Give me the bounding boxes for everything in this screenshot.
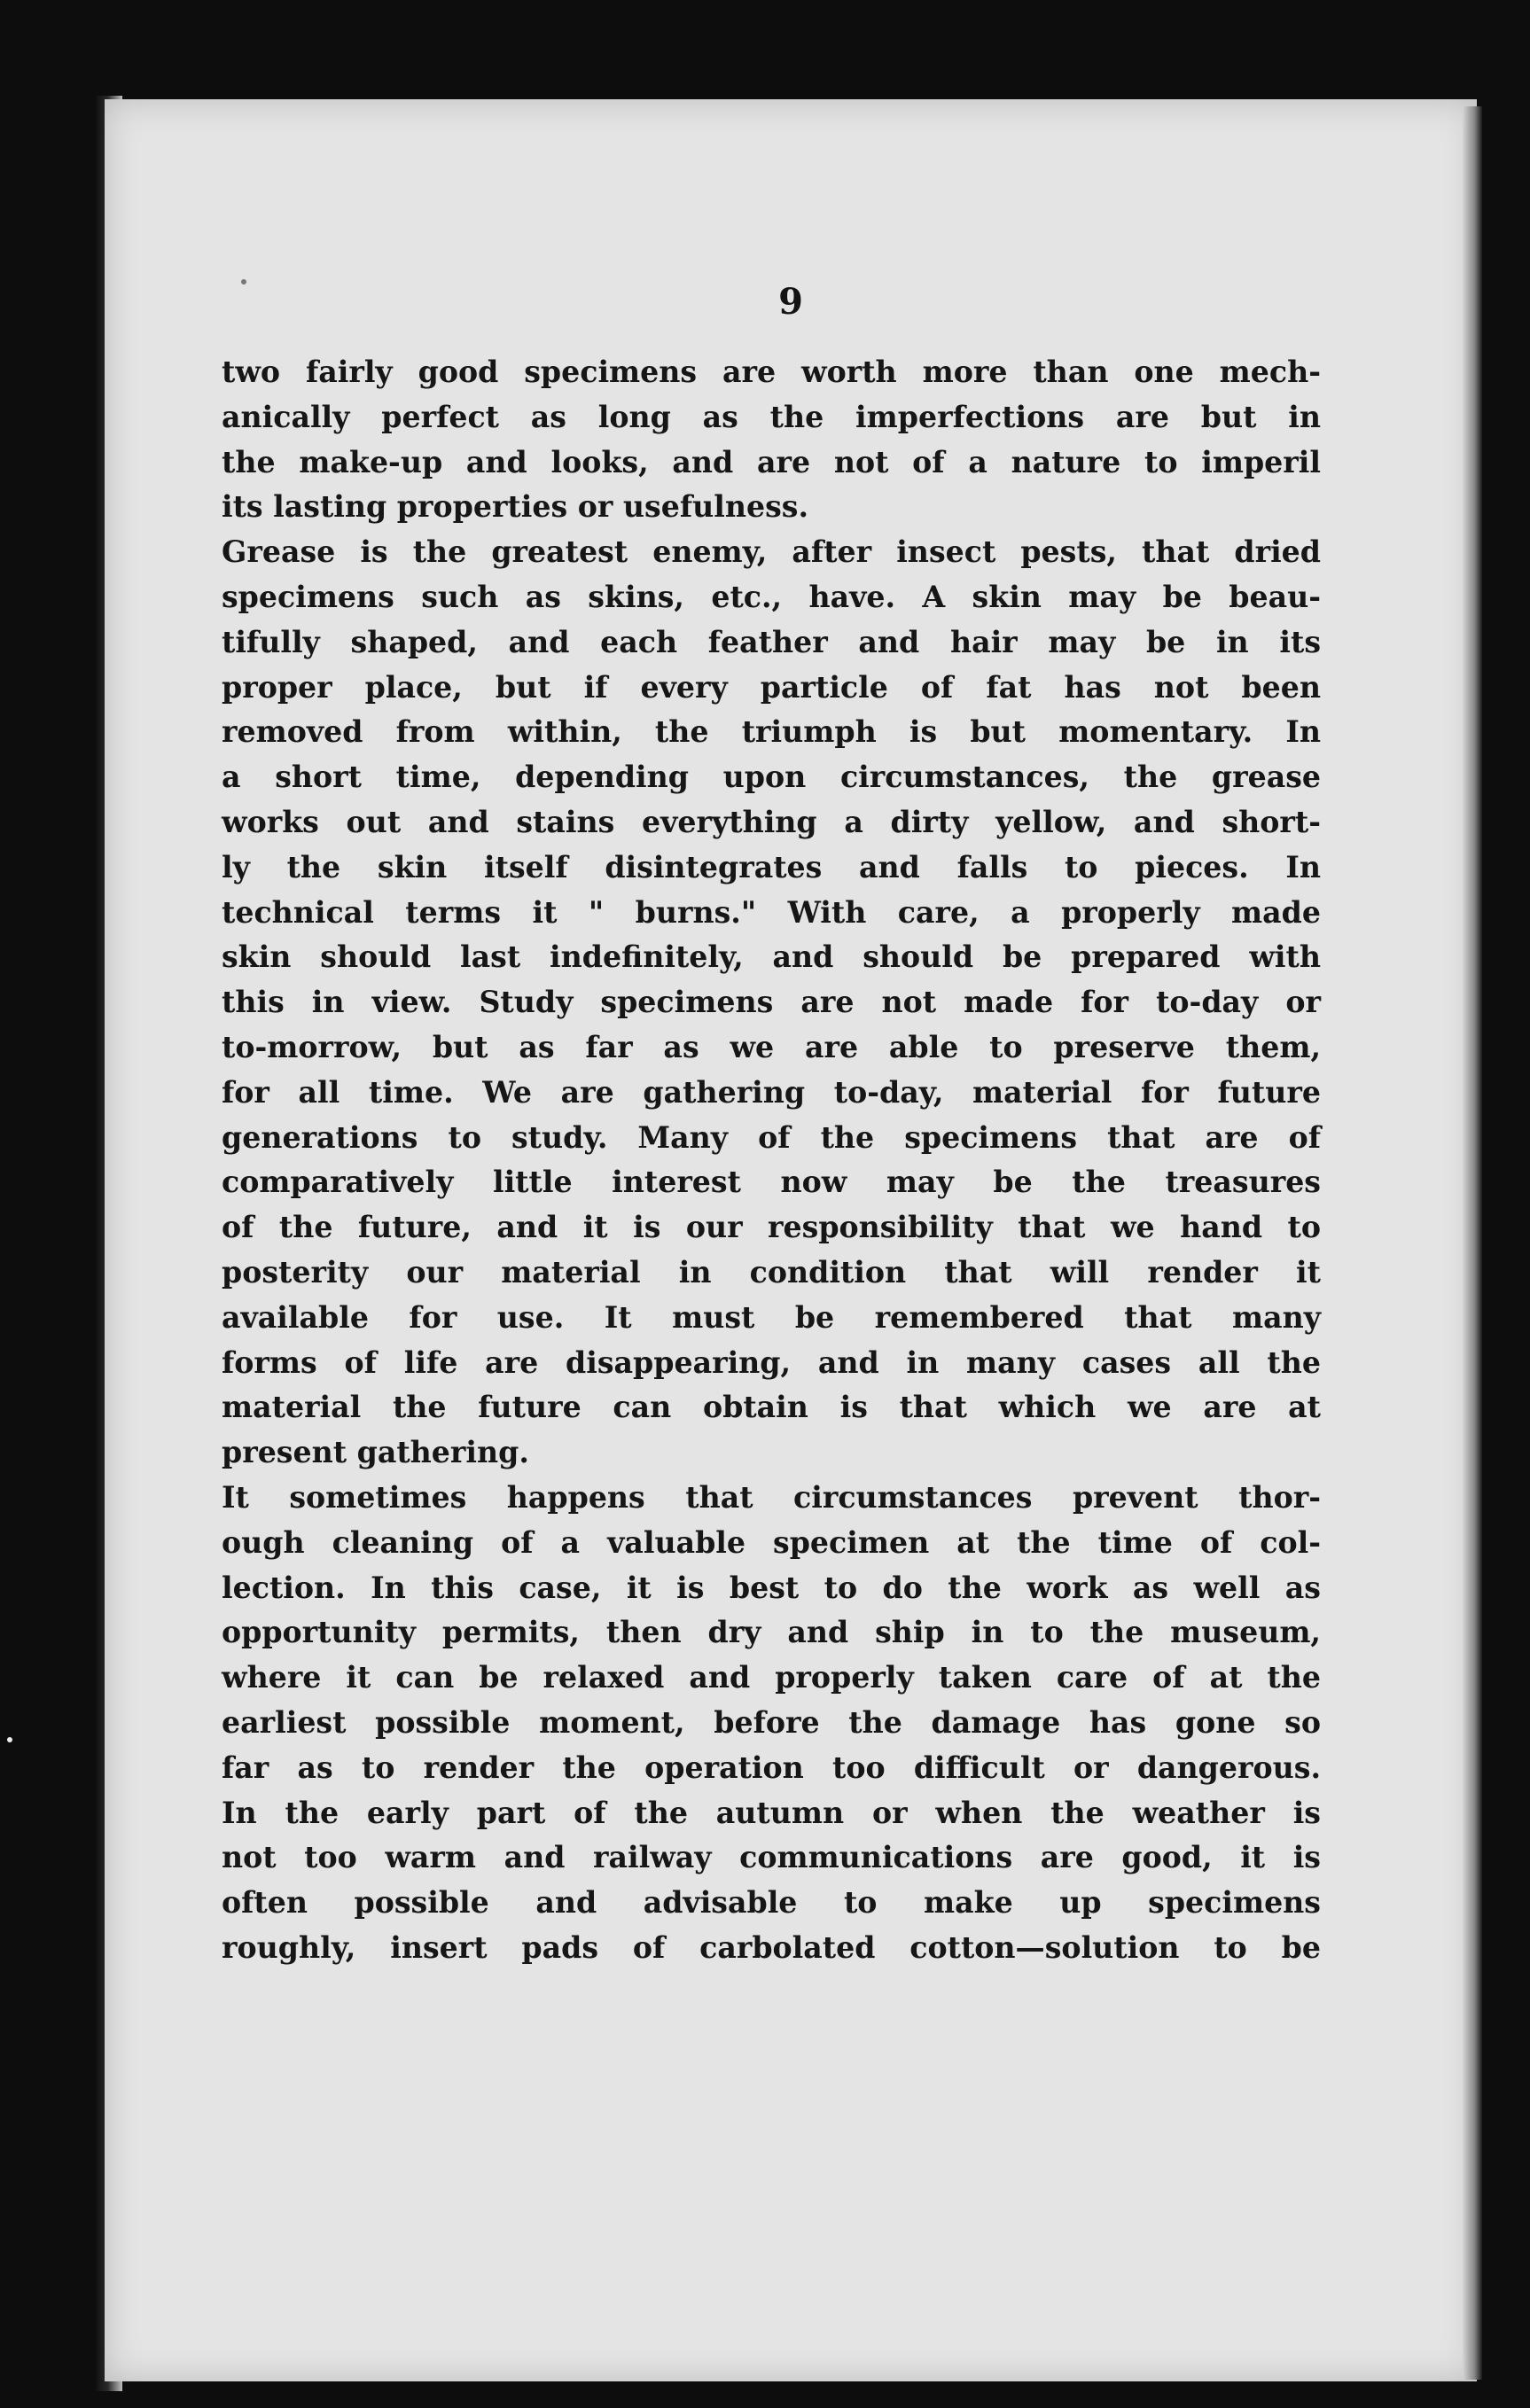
text-line: forms of life are disappearing, and in many cases all the	[222, 1344, 1321, 1380]
text-line: its lasting properties or usefulness.	[222, 489, 808, 525]
text-line: posterity our material in condition that will render it	[222, 1254, 1321, 1290]
text-line: In the early part of the autumn or when the weather is	[222, 1795, 1321, 1830]
text-line: two fairly good specimens are worth more than one mech-	[222, 355, 1321, 389]
text-line: tifully shaped, and each feather and hair may be in its	[222, 624, 1321, 659]
text-line: generations to study. Many of the specimens that are of	[222, 1119, 1321, 1155]
text-line: a short time, depending upon circumstances, the grease	[222, 760, 1321, 795]
text-line: removed from within, the triumph is but momentary. In	[222, 714, 1321, 750]
text-line: not too warm and railway communications are good, it is	[222, 1840, 1321, 1875]
text-line: earliest possible moment, before the damage has gone so	[222, 1704, 1321, 1740]
text-line: this in view. Study specimens are not made for to-day or	[222, 985, 1321, 1020]
paragraph-start-line: Grease is the greatest enemy, after insect pests, that dried	[222, 534, 1321, 570]
text-line: present gathering.	[222, 1435, 529, 1470]
text-line: ly the skin itself disintegrates and falls to pieces. In	[222, 849, 1321, 884]
text-line: the make-up and looks, and are not of a nature to imperil	[222, 444, 1321, 479]
text-line: specimens such as skins, etc., have. A skin may be beau-	[222, 579, 1321, 614]
text-line: roughly, insert pads of carbolated cotton—solution to be	[222, 1929, 1321, 1965]
paper-speck	[241, 279, 246, 284]
text-line: of the future, and it is our responsibility that we hand to	[222, 1210, 1321, 1245]
text-line: where it can be relaxed and properly taken care of at the	[222, 1660, 1321, 1695]
text-line: for all time. We are gathering to-day, material for future	[222, 1074, 1321, 1110]
text-line: technical terms it " burns." With care, a properly made	[222, 894, 1321, 930]
text-line: proper place, but if every particle of fat has not been	[222, 669, 1321, 705]
text-line: opportunity permits, then dry and ship in to the museum,	[222, 1615, 1321, 1650]
text-line: far as to render the operation too difficult or dangerous.	[222, 1750, 1321, 1785]
text-line: skin should last indefinitely, and should be prepared with	[222, 939, 1321, 975]
page-right-edge-shadow	[1463, 106, 1482, 2380]
text-line: material the future can obtain is that which we are at	[222, 1390, 1321, 1425]
text-line: to-morrow, but as far as we are able to preserve them,	[222, 1029, 1321, 1064]
text-line: anically perfect as long as the imperfections are but in	[222, 399, 1321, 434]
page-number: 9	[778, 281, 803, 323]
text-line: lection. In this case, it is best to do the work as well as	[222, 1570, 1321, 1605]
text-line: available for use. It must be remembered that many	[222, 1299, 1321, 1335]
body-text	[222, 350, 1321, 1971]
paper-speck	[7, 1737, 12, 1742]
scanned-page	[105, 99, 1477, 2381]
text-line: comparatively little interest now may be the treasures	[222, 1165, 1321, 1200]
paragraph-start-line: It sometimes happens that circumstances prevent thor-	[222, 1479, 1321, 1515]
text-line: works out and stains everything a dirty yellow, and short-	[222, 804, 1321, 839]
text-line: often possible and advisable to make up specimens	[222, 1885, 1321, 1921]
text-line: ough cleaning of a valuable specimen at the time of col-	[222, 1524, 1321, 1560]
